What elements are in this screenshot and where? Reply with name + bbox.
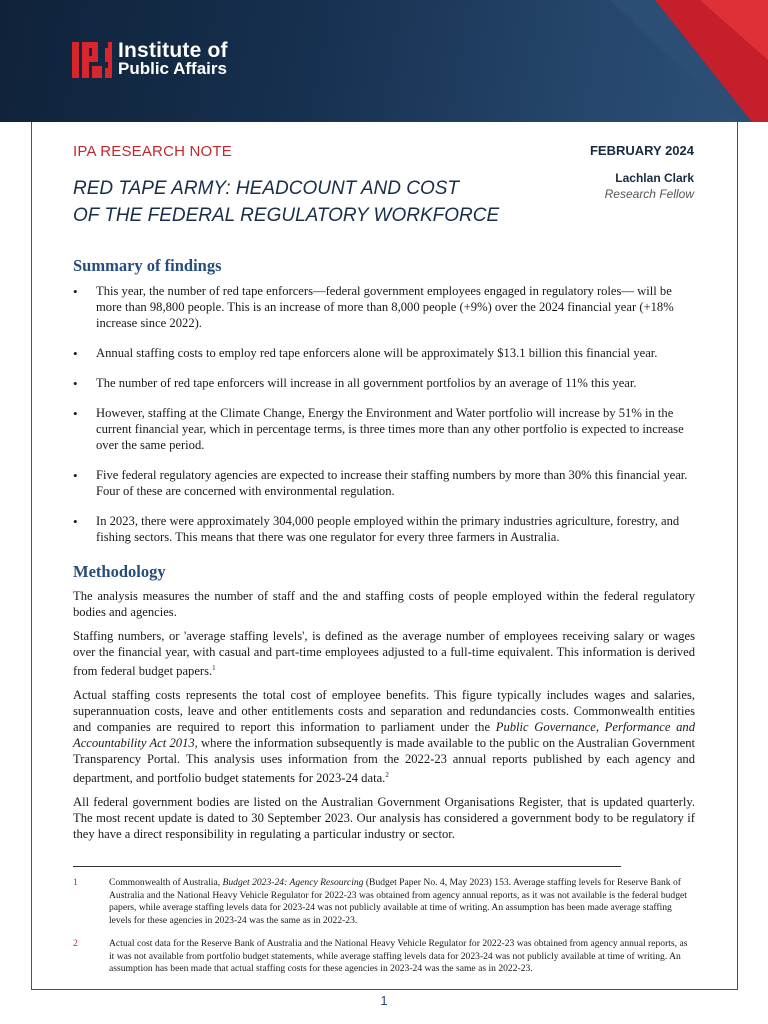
footnote-number: 2: [73, 938, 78, 949]
methodology-paragraph-3: [73, 687, 695, 786]
footnote-text-pre: Actual cost data for the Reserve Bank of Australia and the National Heavy Vehicle Regulator for 2022-23 was obtained from agency annual reports, as it was not available from portfolio budget statements, while average staffing levels data for 2023-24 was not publicly available at time of writing. An assumption has been made that actual staffing costs for these agencies in 2023-24 was the same as in 2022-23.: [109, 938, 688, 974]
methodology-paragraph-3-text-b: , where the information subsequently is made available to the public on the Australian Government Transparency Portal. This analysis uses information from the 2022-23 annual reports published by each agency and department, and portfolio budget statements for 2023-24 data.: [73, 736, 695, 786]
title-line2: OF THE FEDERAL REGULATORY WORKFORCE: [73, 205, 500, 226]
footnote-text-post: (Budget Paper No. 4, May 2023) 153. Average staffing levels for Reserve Bank of Australia and the National Heavy Vehicle Regulator for 2022-23 was obtained from agency annual reports, as it was not available is the federal budget papers, while average staffing levels data for 2023-24 was not publicly available at time of writing. An assumption has been made average staffing levels for these agencies in 2023-24 was the same as in 2022-23.: [109, 877, 687, 926]
footnote-divider: [73, 866, 621, 867]
summary-bullet: • The number of red tape enforcers will increase in all government portfolios by an average of 11% this year.: [73, 375, 695, 391]
summary-bullet: • This year, the number of red tape enforcers—federal government employees engaged in regulatory roles— will be more than 98,800 people. This is an increase of more than 8,000 people (+9%) over the 2024 financial year (+18% increase since 2022).: [73, 283, 695, 331]
author-role: Research Fellow: [604, 187, 694, 201]
summary-bullet: • Annual staffing costs to employ red tape enforcers alone will be approximately $13.1 billion this financial year.: [73, 345, 695, 361]
methodology-paragraph-2-text: Staffing numbers, or 'average staffing levels', is defined as the average number of employees receiving salary or wages over the financial year, with casual and part-time employees adjusted to a full-time equivalent. This information is derived from federal budget papers.: [73, 629, 695, 679]
footnotes: [73, 877, 695, 987]
publication-date: FEBRUARY 2024: [589, 143, 694, 158]
summary-bullet-list: [73, 283, 695, 559]
research-note-label: IPA RESEARCH NOTE: [73, 143, 232, 160]
author-block: [605, 170, 694, 202]
footnote-number: 1: [73, 877, 78, 888]
logo-wordmark: [118, 39, 228, 78]
document-title: [73, 175, 543, 229]
methodology-paragraph-4: All federal government bodies are listed on the Australian Government Organisations Register, that is updated quarterly. The most recent update is dated to 30 September 2023. Our analysis has considered a government body to be regulatory if they have a direct responsibility in regulating a particular industry or sector.: [73, 795, 695, 842]
methodology-heading: Methodology: [73, 562, 166, 581]
methodology-body: [73, 588, 695, 850]
methodology-paragraph-1: The analysis measures the number of staff and the and staffing costs of people employed within the federal regulatory bodies and agencies.: [73, 589, 695, 619]
summary-bullet: • Five federal regulatory agencies are expected to increase their staffing numbers by more than 30% this financial year. Four of these are concerned with environmental regulation.: [73, 467, 695, 499]
footnote-ref-2[interactable]: 2: [385, 771, 389, 780]
logo-line2: Public Affairs: [118, 59, 227, 78]
page-number: 1: [380, 993, 388, 1008]
ipa-logo: [72, 39, 228, 78]
summary-heading: Summary of findings: [73, 256, 222, 275]
act-title: Public Governance, Performance and Accountability Act 2013: [73, 720, 695, 751]
footnote-ref-1[interactable]: 1: [212, 664, 216, 672]
ipa-logo-mark-icon: [72, 42, 112, 78]
footnote-text-italic: Budget 2023-24: Agency Resourcing: [222, 877, 364, 888]
footnote-text-pre: Commonwealth of Australia,: [109, 877, 223, 888]
title-line1: RED TAPE ARMY: HEADCOUNT AND COST: [73, 178, 460, 199]
logo-line1: Institute of: [118, 39, 228, 62]
methodology-paragraph-3-text-a: Actual staffing costs represents the total cost of employee benefits. This figure typically includes wages and salaries, superannuation costs, leave and other entitlements costs and separation and redundancies costs. Commonwealth entities and companies are required to report this information to parliament under the: [73, 688, 695, 735]
methodology-paragraph-2: [73, 628, 695, 679]
summary-bullet: • However, staffing at the Climate Change, Energy the Environment and Water portfolio will increase by 51% in the current financial year, which in percentage terms, is three times more than any other portfolio is expected to increase over the same period.: [73, 405, 695, 453]
summary-bullet: • In 2023, there were approximately 304,000 people employed within the primary industries agriculture, forestry, and fishing sectors. This means that there was one regulator for every three farmers in Australia.: [73, 513, 695, 545]
author-name: Lachlan Clark: [615, 171, 694, 185]
footnote-2: [73, 938, 695, 976]
header-banner: [0, 0, 768, 122]
footnote-1: [73, 877, 695, 927]
